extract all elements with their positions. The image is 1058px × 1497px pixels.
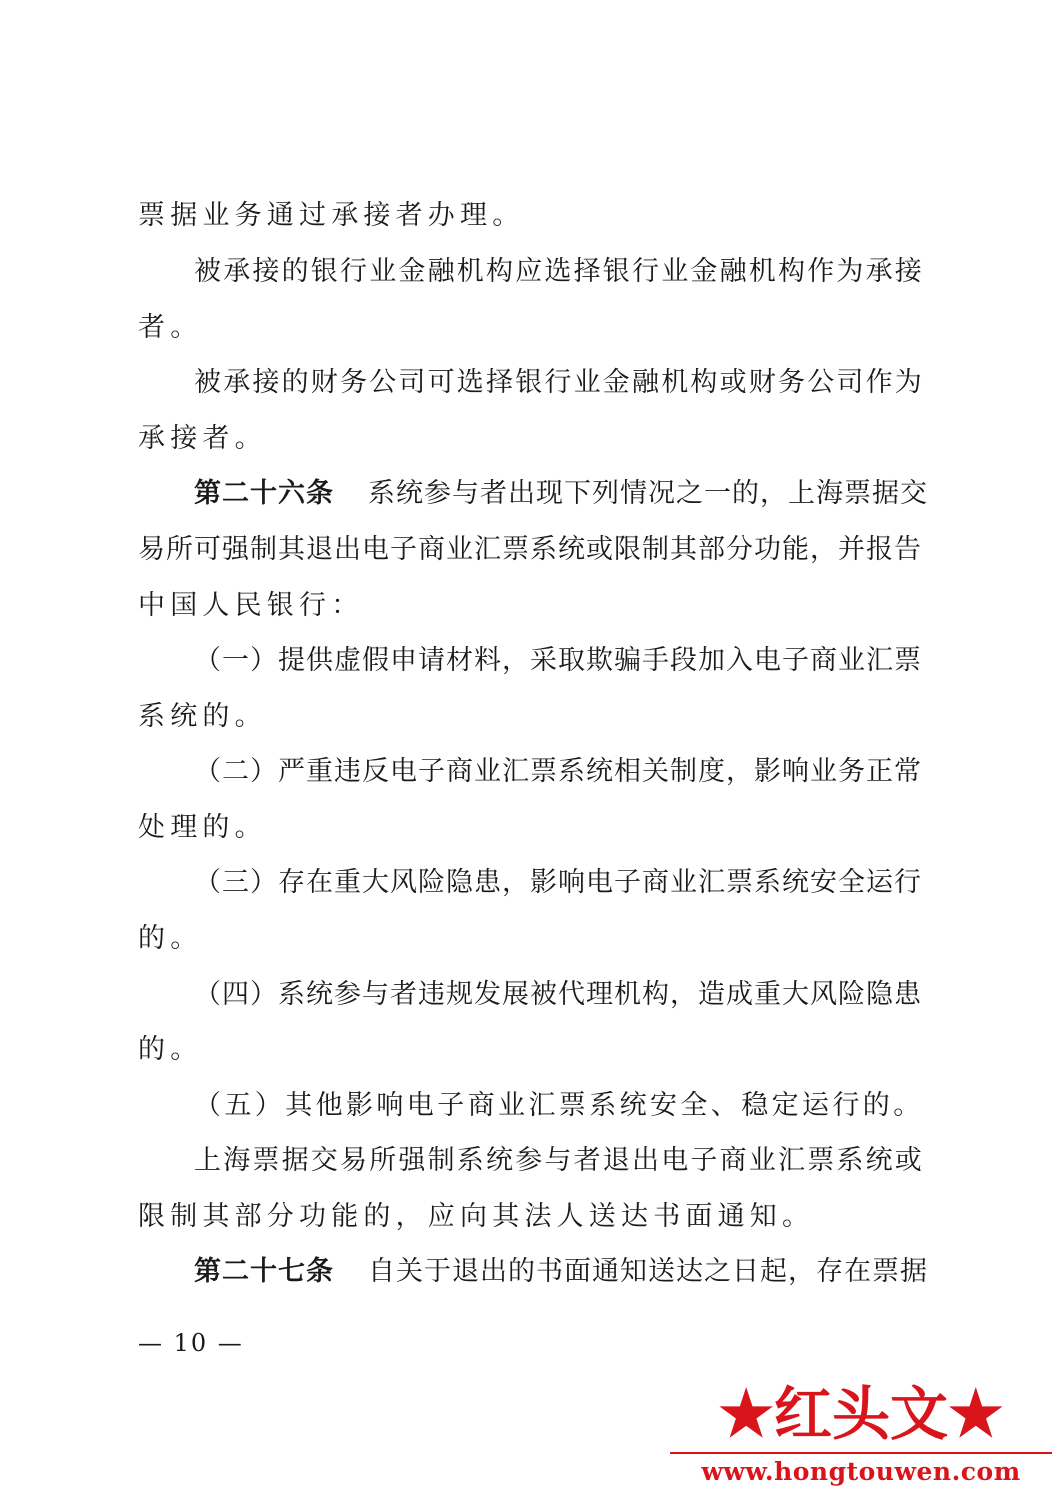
text-line: 的。	[138, 923, 203, 954]
text-line: 处理的。	[138, 812, 267, 843]
list-item-1: （一）提供虚假申请材料，采取欺骗手段加入电子商业汇票	[194, 645, 922, 676]
text-line: 被承接的银行业金融机构应选择银行业金融机构作为承接	[194, 256, 924, 287]
text-segment: 自关于退出的书面通知送达之日起，存在票据	[368, 1256, 928, 1287]
text-line: 限制其部分功能的，应向其法人送达书面通知。	[138, 1201, 815, 1232]
text-line: 承接者。	[138, 423, 267, 454]
star-icon: ★	[948, 1377, 1004, 1450]
text-line: 上海票据交易所强制系统参与者退出电子商业汇票系统或	[194, 1145, 924, 1176]
text-line: 易所可强制其退出电子商业汇票系统或限制其部分功能，并报告	[138, 534, 922, 565]
watermark-url: www.hongtouwen.com	[701, 1457, 1021, 1486]
list-item-5: （五）其他影响电子商业汇票系统安全、稳定运行的。	[194, 1090, 924, 1121]
list-item-3: （三）存在重大风险隐患，影响电子商业汇票系统安全运行	[194, 867, 922, 898]
watermark	[668, 1368, 1054, 1493]
article-27-heading: 第二十七条	[194, 1256, 334, 1287]
text-line: 的。	[138, 1034, 203, 1065]
watermark-title: 红头文	[773, 1380, 948, 1448]
text-line: 票据业务通过承接者办理。	[138, 200, 525, 231]
text-line: 被承接的财务公司可选择银行业金融机构或财务公司作为	[194, 367, 924, 398]
text-segment: 系统参与者出现下列情况之一的，上海票据交	[368, 478, 928, 509]
watermark-divider	[670, 1452, 1052, 1454]
article-26-first-line	[194, 477, 928, 511]
text-line: 中国人民银行：	[138, 590, 364, 621]
list-item-4: （四）系统参与者违规发展被代理机构，造成重大风险隐患	[194, 979, 922, 1010]
article-26-heading: 第二十六条	[194, 478, 334, 509]
star-icon: ★	[718, 1377, 774, 1450]
watermark-title-row	[668, 1378, 1054, 1450]
list-item-2: （二）严重违反电子商业汇票系统相关制度，影响业务正常	[194, 756, 922, 787]
text-line: 者。	[138, 312, 203, 343]
text-line: 系统的。	[138, 701, 267, 732]
article-27-first-line	[194, 1255, 928, 1289]
page-number: — 10 —	[138, 1329, 244, 1357]
